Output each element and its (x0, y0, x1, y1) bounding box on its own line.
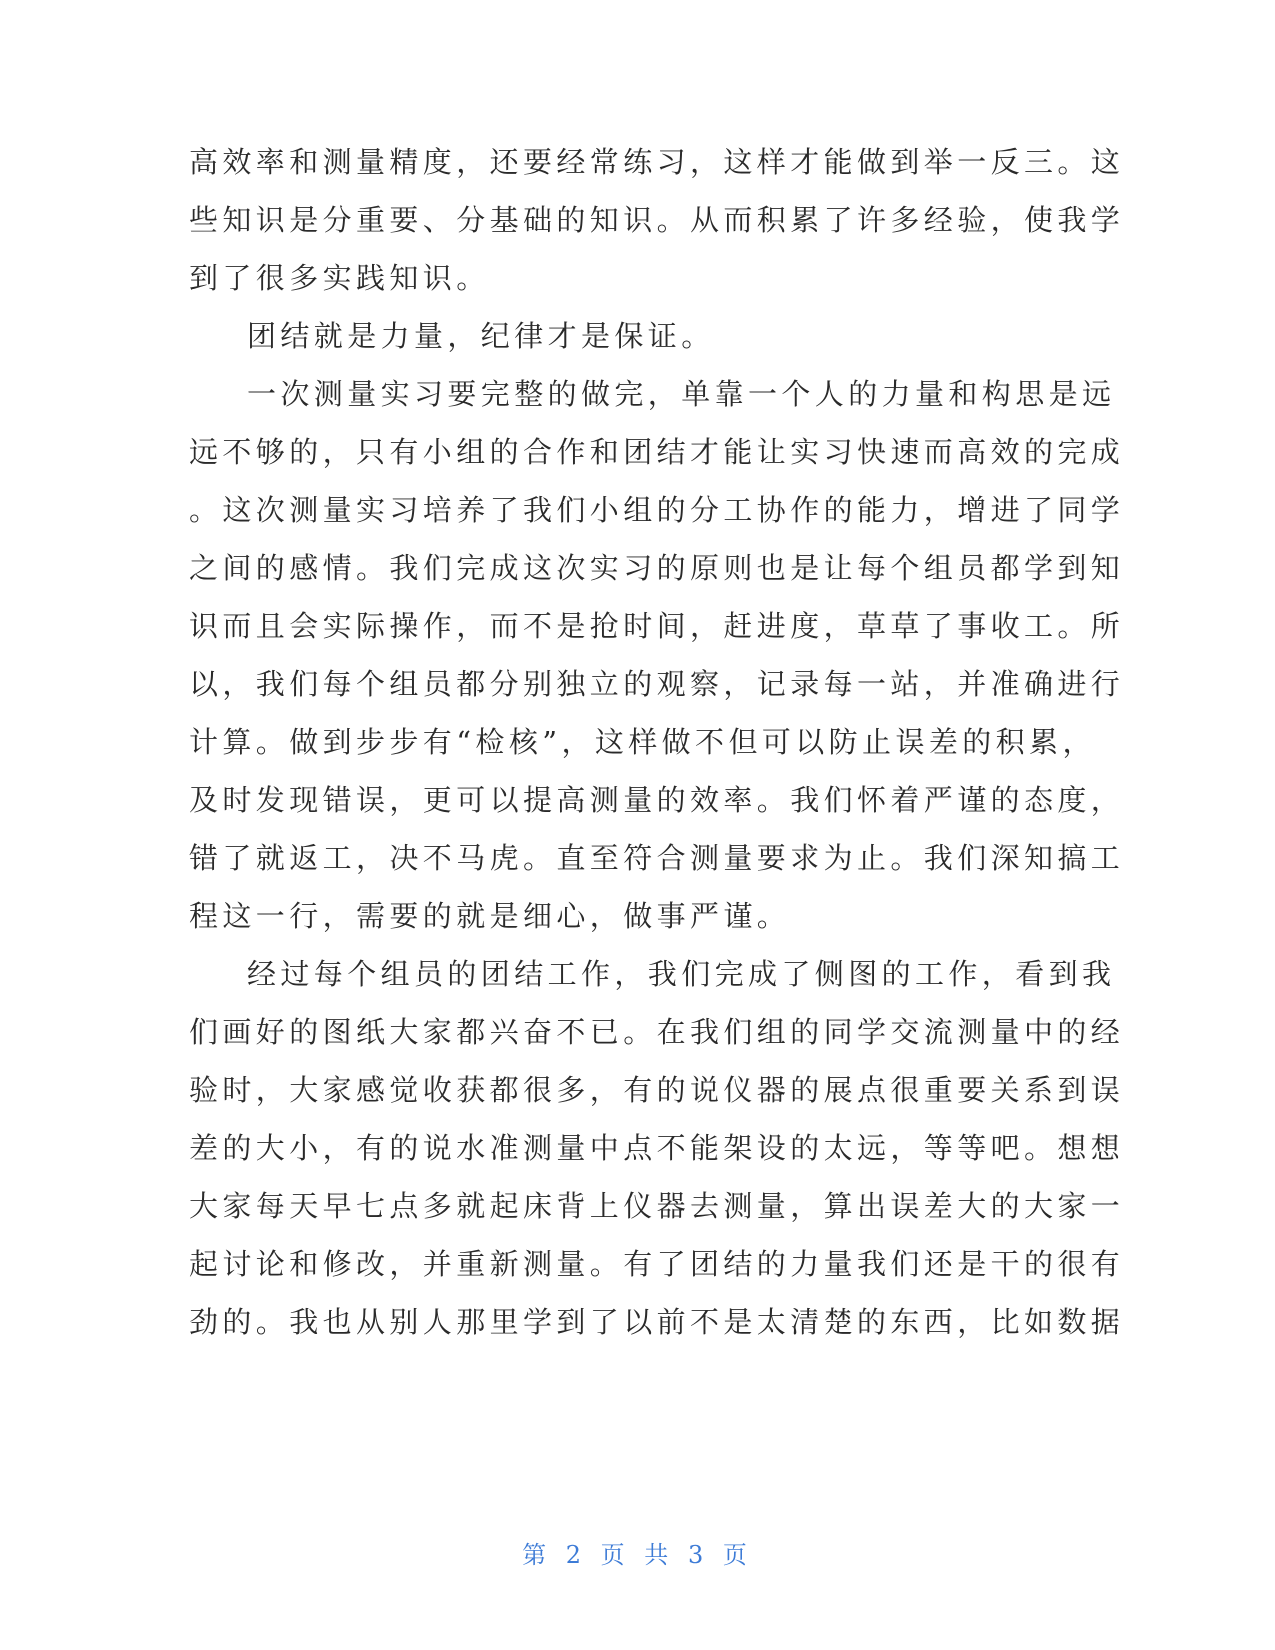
text-line: 远不够的，只有小组的合作和团结才能让实习快速而高效的完成 (189, 435, 1125, 469)
page-number-footer: 第 2 页 共 3 页 (522, 1541, 753, 1569)
text-line: 劲的。我也从别人那里学到了以前不是太清楚的东西，比如数据 (189, 1305, 1125, 1339)
text-line: 错了就返工，决不马虎。直至符合测量要求为止。我们深知搞工 (189, 841, 1125, 875)
text-line: 些知识是分重要、分基础的知识。从而积累了许多经验，使我学 (189, 203, 1125, 237)
text-line: 差的大小，有的说水准测量中点不能架设的太远，等等吧。想想 (189, 1131, 1125, 1165)
text-line: 验时，大家感觉收获都很多，有的说仪器的展点很重要关系到误 (189, 1073, 1125, 1107)
paragraph-start-line: 团结就是力量，纪律才是保证。 (247, 319, 715, 353)
text-line: 高效率和测量精度，还要经常练习，这样才能做到举一反三。这 (189, 145, 1125, 179)
text-line: 之间的感情。我们完成这次实习的原则也是让每个组员都学到知 (189, 551, 1125, 585)
text-line: 到了很多实践知识。 (189, 261, 490, 295)
text-line: 及时发现错误，更可以提高测量的效率。我们怀着严谨的态度， (189, 783, 1125, 817)
paragraph-start-line: 一次测量实习要完整的做完，单靠一个人的力量和构思是远 (247, 377, 1116, 411)
text-line: 程这一行，需要的就是细心，做事严谨。 (189, 899, 791, 933)
text-line: 计算。做到步步有“检核”，这样做不但可以防止误差的积累， (189, 725, 1096, 759)
text-line: 们画好的图纸大家都兴奋不已。在我们组的同学交流测量中的经 (189, 1015, 1125, 1049)
text-line: 大家每天早七点多就起床背上仪器去测量，算出误差大的大家一 (189, 1189, 1125, 1223)
text-line: 。这次测量实习培养了我们小组的分工协作的能力，增进了同学 (189, 493, 1125, 527)
text-line: 以，我们每个组员都分别独立的观察，记录每一站，并准确进行 (189, 667, 1125, 701)
text-line: 识而且会实际操作，而不是抢时间，赶进度，草草了事收工。所 (189, 609, 1125, 643)
paragraph-start-line: 经过每个组员的团结工作，我们完成了侧图的工作，看到我 (247, 957, 1116, 991)
text-line: 起讨论和修改，并重新测量。有了团结的力量我们还是干的很有 (189, 1247, 1125, 1281)
